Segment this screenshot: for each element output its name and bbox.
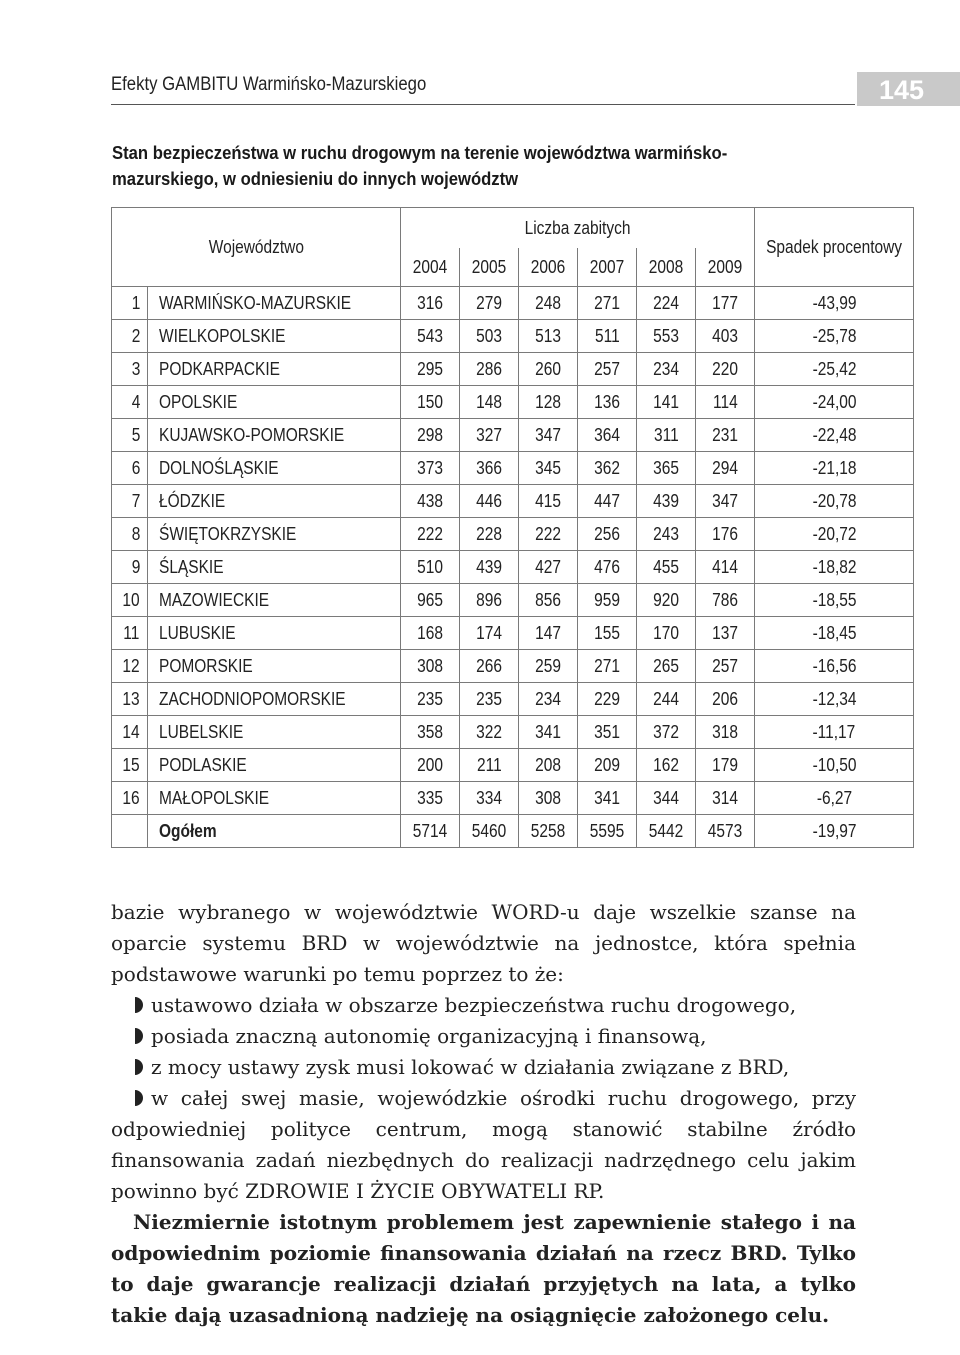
row-number: 16 bbox=[112, 782, 148, 815]
decline-percent: -11,17 bbox=[755, 716, 914, 749]
intro-paragraph: bazie wybranego w województwie WORD-u daje wszelkie szanse na oparcie systemu BRD w województwie na jednostce, która spełnia podstawowe warunki po temu poprzez to że: bbox=[111, 900, 856, 986]
death-count: 511 bbox=[578, 320, 637, 353]
row-number: 15 bbox=[112, 749, 148, 782]
death-count: 543 bbox=[401, 320, 460, 353]
table-row bbox=[112, 782, 914, 815]
death-count: 148 bbox=[460, 386, 519, 419]
year-header: 2007 bbox=[578, 248, 637, 287]
death-count: 234 bbox=[637, 353, 696, 386]
death-count: 427 bbox=[519, 551, 578, 584]
row-number: 6 bbox=[112, 452, 148, 485]
year-header: 2006 bbox=[519, 248, 578, 287]
bullet-item bbox=[111, 1052, 856, 1083]
death-count: 344 bbox=[637, 782, 696, 815]
decline-percent: -10,50 bbox=[755, 749, 914, 782]
death-count: 271 bbox=[578, 650, 637, 683]
total-count: 5442 bbox=[637, 815, 696, 848]
conclusion-paragraph: Niezmiernie istotnym problemem jest zapewnienie stałego i na odpowiednim poziomie finansowania działań na rzecz BRD. Tylko to daje gwarancje realizacji działań przyjętych na lata, a tylko takie dają uzasadnioną nadzieję na osiągnięcie założonego celu. bbox=[111, 1210, 856, 1327]
total-count: 5258 bbox=[519, 815, 578, 848]
death-count: 114 bbox=[696, 386, 755, 419]
decline-percent: -43,99 bbox=[755, 287, 914, 320]
total-label: Ogółem bbox=[148, 815, 401, 848]
total-decline-percent: -19,97 bbox=[755, 815, 914, 848]
bullet-item bbox=[111, 1083, 856, 1207]
death-count: 314 bbox=[696, 782, 755, 815]
death-count: 503 bbox=[460, 320, 519, 353]
table-row bbox=[112, 485, 914, 518]
death-count: 439 bbox=[637, 485, 696, 518]
death-count: 294 bbox=[696, 452, 755, 485]
death-count: 179 bbox=[696, 749, 755, 782]
decline-percent: -6,27 bbox=[755, 782, 914, 815]
year-header: 2008 bbox=[637, 248, 696, 287]
death-count: 553 bbox=[637, 320, 696, 353]
row-number-empty bbox=[112, 815, 148, 848]
bullet-text: w całej swej masie, wojewódzkie ośrodki ruchu drogowego, przy odpowiedniej polityce centrum, mogą stanowić stabilne źródło finansowania zadań niezbędnych do realizacji nadrzędnego celu jakim powinno być ZDROWIE I ŻYCIE OBYWATELI RP. bbox=[111, 1086, 856, 1203]
death-count: 510 bbox=[401, 551, 460, 584]
death-count: 347 bbox=[519, 419, 578, 452]
table-row bbox=[112, 683, 914, 716]
death-count: 345 bbox=[519, 452, 578, 485]
death-count: 257 bbox=[696, 650, 755, 683]
death-count: 137 bbox=[696, 617, 755, 650]
death-count: 373 bbox=[401, 452, 460, 485]
decline-percent: -18,82 bbox=[755, 551, 914, 584]
section-title: Stan bezpieczeństwa w ruchu drogowym na terenie województwa warmińsko-mazurskiego, w odniesieniu do innych województw bbox=[112, 142, 728, 189]
death-count: 271 bbox=[578, 287, 637, 320]
voivodeship-name: LUBELSKIE bbox=[148, 716, 401, 749]
row-number: 2 bbox=[112, 320, 148, 353]
table-row bbox=[112, 353, 914, 386]
death-count: 266 bbox=[460, 650, 519, 683]
death-count: 358 bbox=[401, 716, 460, 749]
voivodeship-name: POMORSKIE bbox=[148, 650, 401, 683]
table-row bbox=[112, 518, 914, 551]
bullet-text: ustawowo działa w obszarze bezpieczeństwa ruchu drogowego, bbox=[151, 993, 797, 1017]
half-circle-bullet-icon bbox=[135, 1089, 145, 1107]
death-count: 965 bbox=[401, 584, 460, 617]
death-count: 365 bbox=[637, 452, 696, 485]
body-text bbox=[111, 897, 856, 1331]
half-circle-bullet-icon bbox=[135, 1027, 145, 1045]
death-count: 136 bbox=[578, 386, 637, 419]
death-count: 298 bbox=[401, 419, 460, 452]
death-count: 438 bbox=[401, 485, 460, 518]
bullet-list bbox=[111, 990, 856, 1207]
death-count: 162 bbox=[637, 749, 696, 782]
row-number: 13 bbox=[112, 683, 148, 716]
death-count: 260 bbox=[519, 353, 578, 386]
row-number: 11 bbox=[112, 617, 148, 650]
death-count: 257 bbox=[578, 353, 637, 386]
death-count: 228 bbox=[460, 518, 519, 551]
death-count: 366 bbox=[460, 452, 519, 485]
decline-percent: -18,55 bbox=[755, 584, 914, 617]
table-row bbox=[112, 650, 914, 683]
death-count: 347 bbox=[696, 485, 755, 518]
table-row bbox=[112, 386, 914, 419]
death-count: 362 bbox=[578, 452, 637, 485]
death-count: 229 bbox=[578, 683, 637, 716]
death-count: 311 bbox=[637, 419, 696, 452]
death-count: 341 bbox=[519, 716, 578, 749]
death-count: 211 bbox=[460, 749, 519, 782]
death-count: 920 bbox=[637, 584, 696, 617]
table-row bbox=[112, 749, 914, 782]
decline-percent: -22,48 bbox=[755, 419, 914, 452]
row-number: 4 bbox=[112, 386, 148, 419]
table-row bbox=[112, 452, 914, 485]
death-count: 316 bbox=[401, 287, 460, 320]
death-count: 959 bbox=[578, 584, 637, 617]
row-number: 12 bbox=[112, 650, 148, 683]
death-count: 372 bbox=[637, 716, 696, 749]
bullet-item bbox=[111, 990, 856, 1021]
bullet-text: z mocy ustawy zysk musi lokować w działania związane z BRD, bbox=[151, 1055, 790, 1079]
death-count: 208 bbox=[519, 749, 578, 782]
row-number: 3 bbox=[112, 353, 148, 386]
decline-percent: -20,78 bbox=[755, 485, 914, 518]
death-count: 896 bbox=[460, 584, 519, 617]
death-count: 351 bbox=[578, 716, 637, 749]
table-body bbox=[112, 287, 914, 848]
death-count: 200 bbox=[401, 749, 460, 782]
voivodeship-name: LUBUSKIE bbox=[148, 617, 401, 650]
death-count: 234 bbox=[519, 683, 578, 716]
voivodeship-name: PODKARPACKIE bbox=[148, 353, 401, 386]
death-count: 174 bbox=[460, 617, 519, 650]
row-number: 7 bbox=[112, 485, 148, 518]
death-count: 322 bbox=[460, 716, 519, 749]
death-count: 786 bbox=[696, 584, 755, 617]
total-count: 5714 bbox=[401, 815, 460, 848]
death-count: 446 bbox=[460, 485, 519, 518]
table-row bbox=[112, 320, 914, 353]
voivodeship-name: ZACHODNIOPOMORSKIE bbox=[148, 683, 401, 716]
table-row bbox=[112, 716, 914, 749]
voivodeship-name: ŚWIĘTOKRZYSKIE bbox=[148, 518, 401, 551]
decline-percent: -25,42 bbox=[755, 353, 914, 386]
death-count: 248 bbox=[519, 287, 578, 320]
death-count: 235 bbox=[460, 683, 519, 716]
row-number: 5 bbox=[112, 419, 148, 452]
col-header-deaths: Liczba zabitych bbox=[401, 208, 755, 249]
death-count: 856 bbox=[519, 584, 578, 617]
death-count: 279 bbox=[460, 287, 519, 320]
death-count: 147 bbox=[519, 617, 578, 650]
death-count: 224 bbox=[637, 287, 696, 320]
voivodeship-name: OPOLSKIE bbox=[148, 386, 401, 419]
death-count: 403 bbox=[696, 320, 755, 353]
death-count: 335 bbox=[401, 782, 460, 815]
death-count: 259 bbox=[519, 650, 578, 683]
death-count: 177 bbox=[696, 287, 755, 320]
death-count: 176 bbox=[696, 518, 755, 551]
death-count: 222 bbox=[519, 518, 578, 551]
death-count: 414 bbox=[696, 551, 755, 584]
death-count: 256 bbox=[578, 518, 637, 551]
death-count: 308 bbox=[401, 650, 460, 683]
voivodeship-name: KUJAWSKO-POMORSKIE bbox=[148, 419, 401, 452]
road-safety-table bbox=[111, 207, 914, 848]
col-header-voivodeship: Województwo bbox=[112, 208, 401, 287]
decline-percent: -25,78 bbox=[755, 320, 914, 353]
death-count: 235 bbox=[401, 683, 460, 716]
voivodeship-name: MAŁOPOLSKIE bbox=[148, 782, 401, 815]
row-number: 10 bbox=[112, 584, 148, 617]
death-count: 364 bbox=[578, 419, 637, 452]
death-count: 170 bbox=[637, 617, 696, 650]
decline-percent: -16,56 bbox=[755, 650, 914, 683]
death-count: 455 bbox=[637, 551, 696, 584]
total-count: 4573 bbox=[696, 815, 755, 848]
voivodeship-name: WARMIŃSKO-MAZURSKIE bbox=[148, 287, 401, 320]
death-count: 334 bbox=[460, 782, 519, 815]
col-header-decline: Spadek procentowy bbox=[755, 208, 914, 287]
half-circle-bullet-icon bbox=[135, 996, 145, 1014]
year-header: 2004 bbox=[401, 248, 460, 287]
death-count: 308 bbox=[519, 782, 578, 815]
decline-percent: -18,45 bbox=[755, 617, 914, 650]
voivodeship-name: PODLASKIE bbox=[148, 749, 401, 782]
page-number: 145 bbox=[857, 72, 960, 106]
table-row bbox=[112, 419, 914, 452]
death-count: 243 bbox=[637, 518, 696, 551]
year-header: 2009 bbox=[696, 248, 755, 287]
death-count: 318 bbox=[696, 716, 755, 749]
death-count: 439 bbox=[460, 551, 519, 584]
death-count: 476 bbox=[578, 551, 637, 584]
row-number: 9 bbox=[112, 551, 148, 584]
table-row bbox=[112, 617, 914, 650]
row-number: 1 bbox=[112, 287, 148, 320]
decline-percent: -20,72 bbox=[755, 518, 914, 551]
death-count: 244 bbox=[637, 683, 696, 716]
death-count: 415 bbox=[519, 485, 578, 518]
bullet-item bbox=[111, 1021, 856, 1052]
death-count: 327 bbox=[460, 419, 519, 452]
total-count: 5460 bbox=[460, 815, 519, 848]
death-count: 168 bbox=[401, 617, 460, 650]
voivodeship-name: DOLNOŚLĄSKIE bbox=[148, 452, 401, 485]
voivodeship-name: MAZOWIECKIE bbox=[148, 584, 401, 617]
death-count: 231 bbox=[696, 419, 755, 452]
table-row bbox=[112, 287, 914, 320]
running-header bbox=[111, 74, 855, 105]
decline-percent: -24,00 bbox=[755, 386, 914, 419]
table-row bbox=[112, 551, 914, 584]
year-header: 2005 bbox=[460, 248, 519, 287]
decline-percent: -21,18 bbox=[755, 452, 914, 485]
death-count: 128 bbox=[519, 386, 578, 419]
voivodeship-name: ŁÓDZKIE bbox=[148, 485, 401, 518]
header-title: Efekty GAMBITU Warmińsko-Mazurskiego bbox=[111, 74, 427, 95]
table-row bbox=[112, 584, 914, 617]
death-count: 295 bbox=[401, 353, 460, 386]
death-count: 265 bbox=[637, 650, 696, 683]
death-count: 206 bbox=[696, 683, 755, 716]
decline-percent: -12,34 bbox=[755, 683, 914, 716]
bullet-text: posiada znaczną autonomię organizacyjną i finansową, bbox=[151, 1024, 707, 1048]
death-count: 341 bbox=[578, 782, 637, 815]
total-row bbox=[112, 815, 914, 848]
voivodeship-name: WIELKOPOLSKIE bbox=[148, 320, 401, 353]
death-count: 141 bbox=[637, 386, 696, 419]
death-count: 150 bbox=[401, 386, 460, 419]
death-count: 286 bbox=[460, 353, 519, 386]
death-count: 220 bbox=[696, 353, 755, 386]
half-circle-bullet-icon bbox=[135, 1058, 145, 1076]
death-count: 447 bbox=[578, 485, 637, 518]
total-count: 5595 bbox=[578, 815, 637, 848]
death-count: 209 bbox=[578, 749, 637, 782]
death-count: 222 bbox=[401, 518, 460, 551]
death-count: 513 bbox=[519, 320, 578, 353]
voivodeship-name: ŚLĄSKIE bbox=[148, 551, 401, 584]
death-count: 155 bbox=[578, 617, 637, 650]
row-number: 8 bbox=[112, 518, 148, 551]
row-number: 14 bbox=[112, 716, 148, 749]
